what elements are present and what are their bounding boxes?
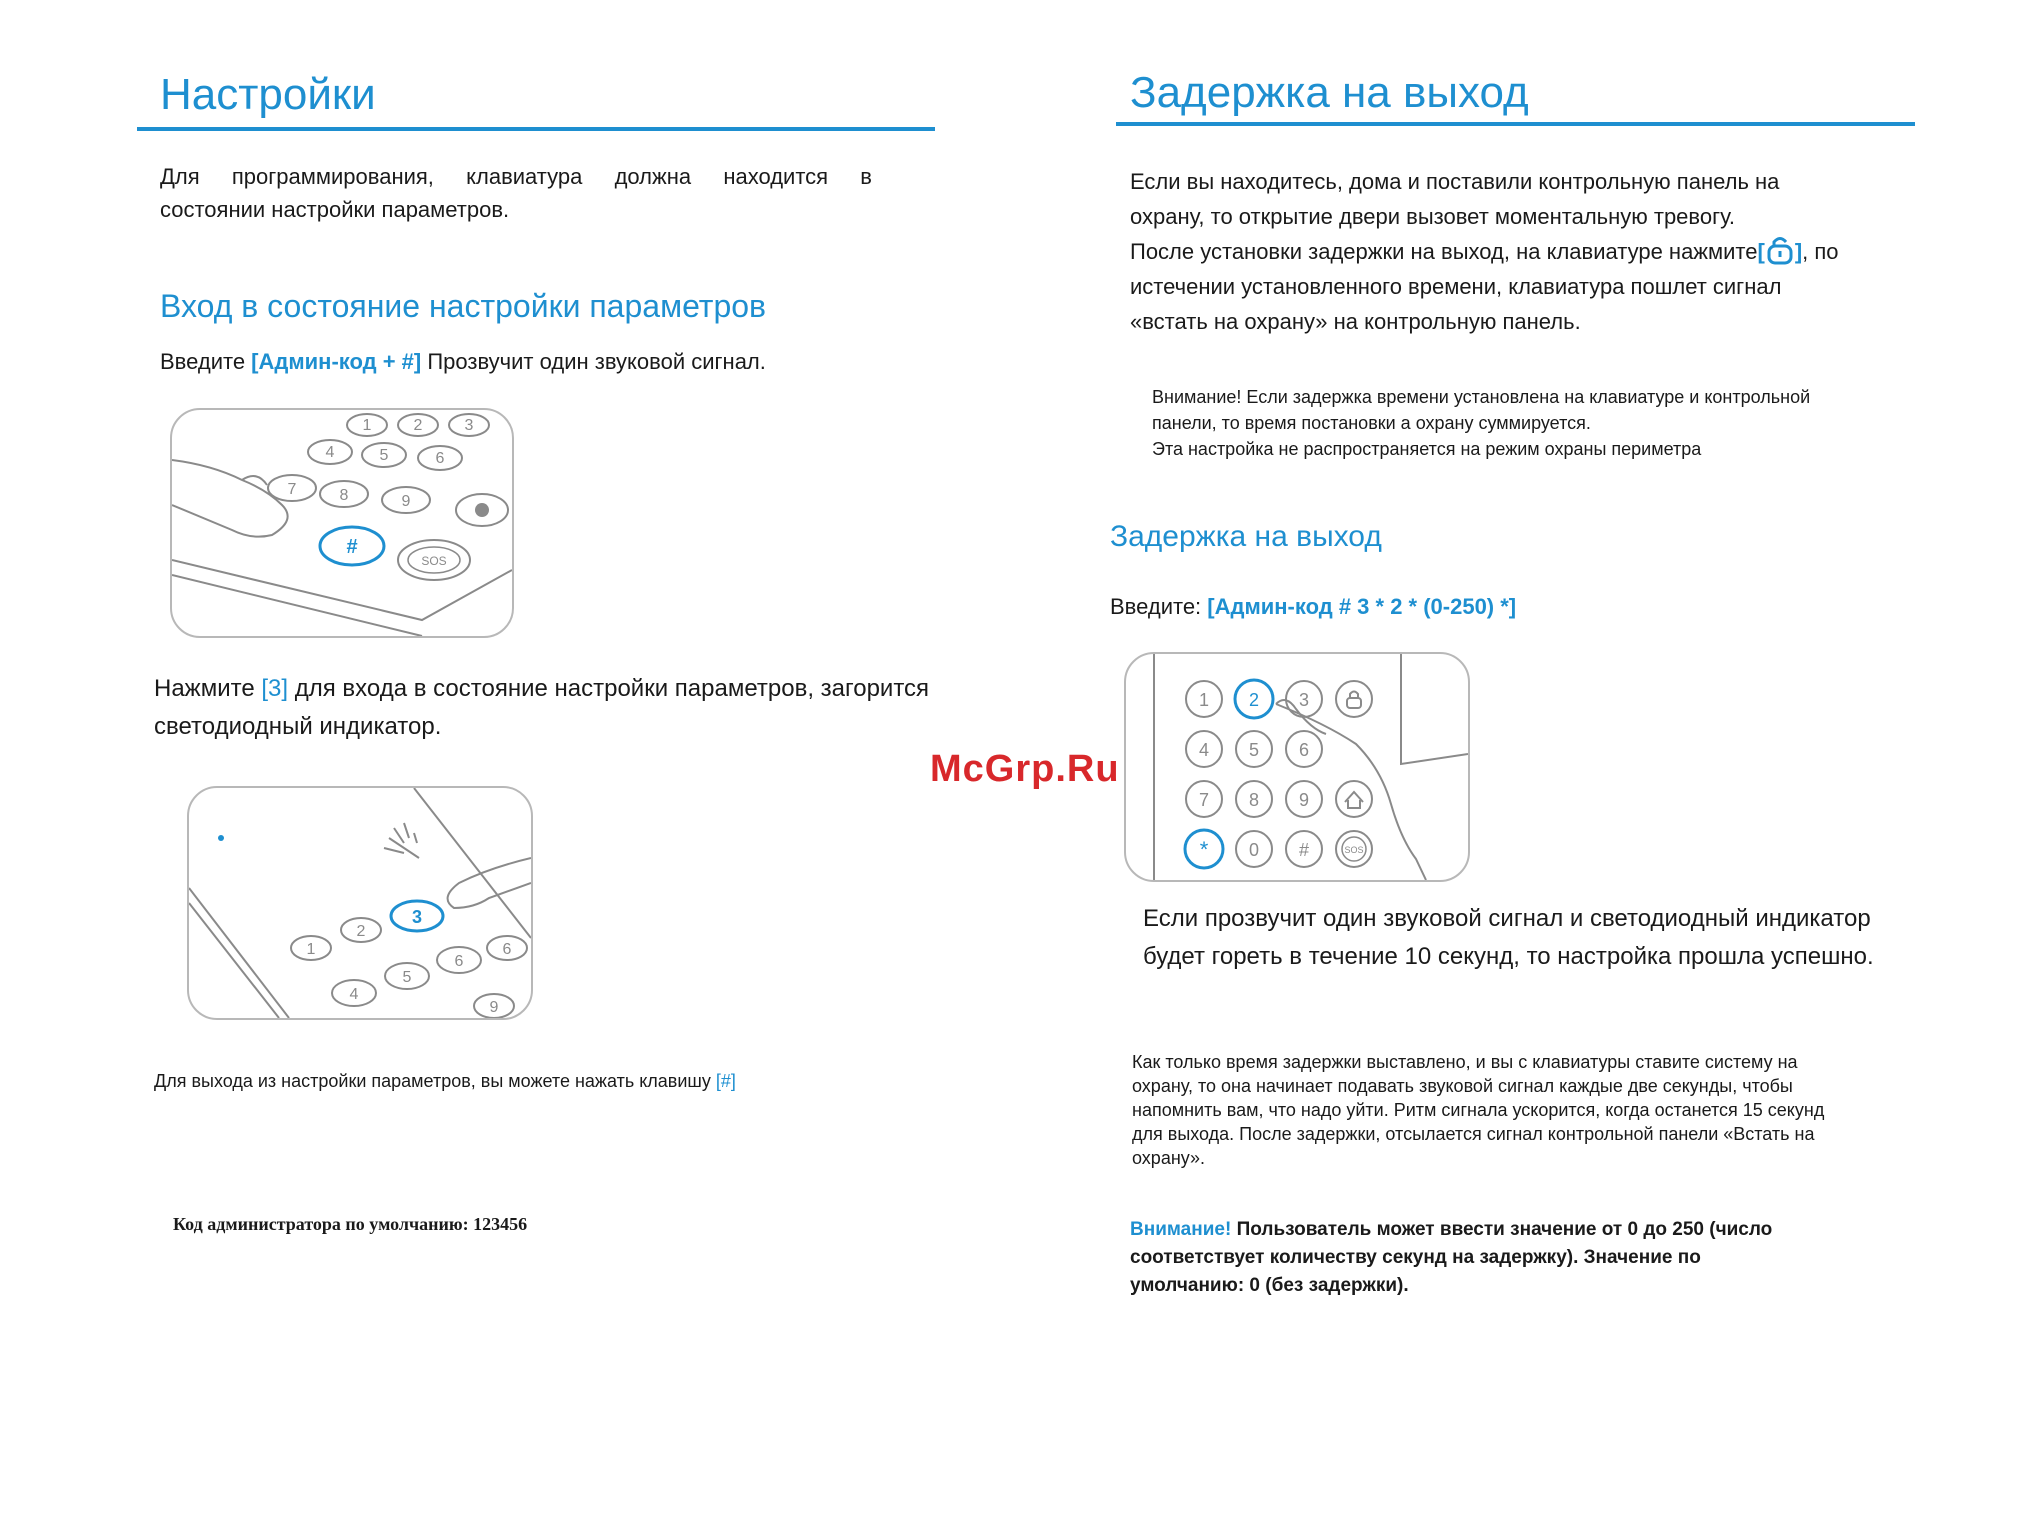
- key-5: 5: [379, 447, 389, 464]
- desc-line-4: для выхода. После задержки, отсылается сигнал контрольной панели «Встать на: [1132, 1124, 1815, 1144]
- intro-line-1: Для программирования, клавиатура должна находится в: [160, 164, 872, 189]
- press-suffix: для входа в состояние настройки параметров, загорится: [288, 675, 930, 702]
- page-title-left: Настройки: [160, 70, 376, 119]
- keypad-full-drawing: [1126, 654, 1468, 880]
- p1-line-3-prefix: После установки задержки на выход, на клавиатуре нажмите: [1130, 239, 1758, 264]
- enter-prefix-right: Введите:: [1110, 594, 1208, 619]
- p1-line-2: охрану, то открытие двери вызовет моментальную тревогу.: [1130, 204, 1736, 229]
- success-line-2: будет гореть в течение 10 секунд, то настройка прошла успешно.: [1143, 943, 1874, 970]
- lock-key-icon: [1347, 692, 1361, 709]
- key-sos: SOS: [421, 554, 447, 568]
- keypad-illustration-exit-delay: [1124, 652, 1470, 882]
- key-4: 4: [349, 986, 359, 1003]
- key-6: 6: [454, 953, 464, 970]
- section-title-exit-delay: Задержка на выход: [1110, 520, 1382, 553]
- key-6: 6: [1298, 740, 1310, 760]
- note-line-1: Внимание! Если задержка времени установлена на клавиатуре и контрольной: [1152, 387, 1811, 407]
- key-8: 8: [1248, 790, 1260, 810]
- exit-instruction: [154, 1068, 736, 1094]
- exit-delay-code: [Админ-код # 3 * 2 * (0-250) *]: [1207, 594, 1517, 619]
- p1-line-3: [1130, 235, 1839, 274]
- warning-label: Внимание!: [1130, 1219, 1232, 1240]
- exit-key-hash: [#]: [715, 1071, 736, 1091]
- key-3: 3: [464, 417, 474, 434]
- default-admin-code: Код администратора по умолчанию: 123456: [173, 1214, 528, 1234]
- key-7: 7: [1198, 790, 1210, 810]
- key-2: 2: [356, 923, 366, 940]
- lock-icon: [1767, 235, 1793, 274]
- key-3: 3: [1298, 690, 1310, 710]
- key-5: 5: [1248, 740, 1260, 760]
- note-line-2: панели, то время постановки а охрану суммируется.: [1152, 413, 1591, 433]
- led-indicator-icon: [218, 835, 224, 841]
- admin-code-hash: [Админ-код + #]: [251, 349, 422, 374]
- home-key-icon: [1345, 792, 1363, 808]
- warning-line-2: соответствует количеству секунд на задержку). Значение по: [1130, 1247, 1701, 1268]
- key-hash-highlighted: #: [346, 536, 358, 558]
- enter-suffix: Прозвучит один звуковой сигнал.: [421, 349, 766, 374]
- key-9: 9: [401, 493, 411, 510]
- keypad-illustration-admin-hash: [170, 408, 514, 638]
- key-sos: SOS: [1344, 845, 1364, 855]
- title-underline-left: [137, 127, 935, 131]
- warning-line-1: [1130, 1216, 1772, 1244]
- press-prefix: Нажмите: [154, 675, 262, 702]
- key-hash: #: [1298, 840, 1310, 860]
- key-9: 9: [489, 999, 499, 1016]
- key-1: 1: [1198, 690, 1210, 710]
- home-icon: [475, 503, 489, 517]
- key-6: 6: [435, 450, 445, 467]
- section-title-enter-settings: Вход в состояние настройки параметров: [160, 288, 767, 324]
- p1-line-5: «встать на охрану» на контрольную панель.: [1130, 309, 1581, 334]
- key-2-highlighted: 2: [1248, 690, 1260, 710]
- p1-line-3-suffix: , по: [1802, 239, 1839, 264]
- enter-instruction-left: [160, 345, 766, 378]
- keypad-hand-drawing: [172, 410, 512, 636]
- key-5: 5: [402, 969, 412, 986]
- key-2: 2: [413, 417, 423, 434]
- key-4: 4: [325, 444, 335, 461]
- enter-prefix: Введите: [160, 349, 252, 374]
- warning-line-3: умолчанию: 0 (без задержки).: [1130, 1275, 1409, 1296]
- press-instruction-line-2: светодиодный индикатор.: [154, 713, 442, 740]
- p1-line-4: истечении установленного времени, клавиатура пошлет сигнал: [1130, 274, 1782, 299]
- success-line-1: Если прозвучит один звуковой сигнал и светодиодный индикатор: [1143, 905, 1871, 932]
- desc-line-2: охрану, то она начинает подавать звуковой сигнал каждые две секунды, чтобы: [1132, 1076, 1793, 1096]
- key-8: 8: [339, 487, 349, 504]
- bracket-close: ]: [1794, 239, 1803, 264]
- keypad-led-drawing: [189, 788, 531, 1018]
- key-0: 0: [1248, 840, 1260, 860]
- note-line-3: Эта настройка не распространяется на режим охраны периметра: [1152, 439, 1702, 459]
- desc-line-3: напомнить вам, что надо уйти. Ритм сигнала ускорится, когда останется 15 секунд: [1132, 1100, 1825, 1120]
- key-1: 1: [362, 417, 372, 434]
- key-9: 9: [1298, 790, 1310, 810]
- desc-line-5: охрану».: [1132, 1148, 1205, 1168]
- exit-prefix: Для выхода из настройки параметров, вы можете нажать клавишу: [154, 1071, 716, 1091]
- enter-instruction-right: [1110, 590, 1516, 623]
- key-star-highlighted: *: [1199, 837, 1209, 862]
- press-key-3: [3]: [261, 675, 289, 702]
- warning-text-1: Пользователь может ввести значение от 0 до 250 (число: [1231, 1219, 1773, 1240]
- keypad-illustration-key-3: [187, 786, 533, 1020]
- page-title-right: Задержка на выход: [1130, 68, 1529, 117]
- intro-line-2: состоянии настройки параметров.: [160, 197, 510, 222]
- press-instruction: [154, 670, 929, 708]
- desc-line-1: Как только время задержки выставлено, и вы с клавиатуры ставите систему на: [1132, 1052, 1798, 1072]
- key-1: 1: [306, 941, 316, 958]
- p1-line-1: Если вы находитесь, дома и поставили контрольную панель на: [1130, 169, 1780, 194]
- key-7: 7: [287, 481, 297, 498]
- title-underline-right: [1116, 122, 1915, 126]
- bracket-open: [: [1757, 239, 1765, 264]
- key-6-edge: 6: [502, 941, 512, 958]
- key-3-highlighted: 3: [411, 907, 423, 927]
- key-4: 4: [1198, 740, 1210, 760]
- watermark-logo: McGrp.Ru: [930, 748, 1120, 790]
